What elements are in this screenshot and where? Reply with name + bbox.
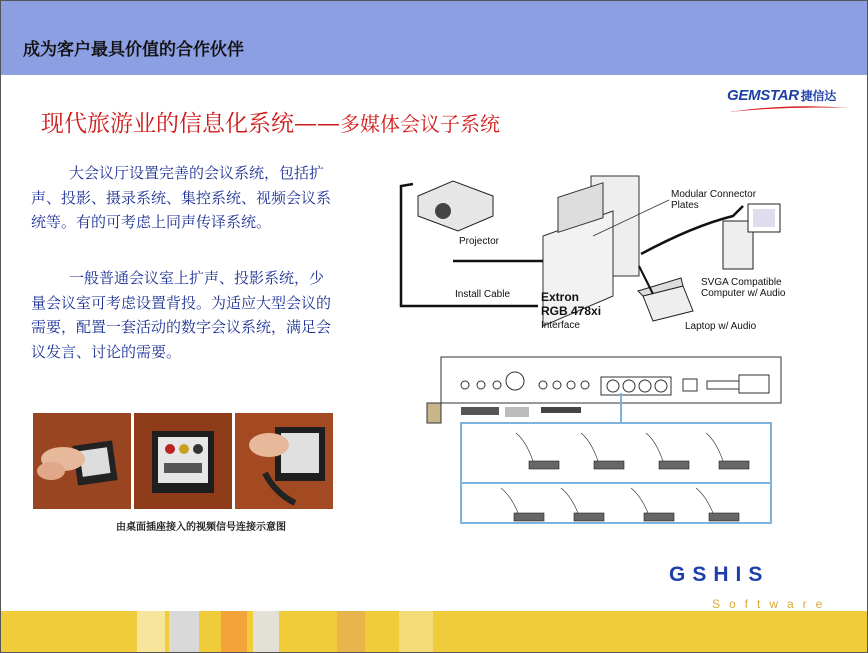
gemstar-logo bbox=[727, 83, 855, 117]
gshis-brand: GSHIS bbox=[669, 563, 770, 586]
logo-swoosh-icon bbox=[729, 105, 849, 113]
svg-text:Install Cable: Install Cable bbox=[455, 289, 511, 300]
microphone-icon bbox=[646, 433, 689, 469]
svg-text:Laptop w/ Audio: Laptop w/ Audio bbox=[685, 321, 757, 332]
conference-system-diagram bbox=[421, 353, 791, 538]
paragraph-1: 大会议厅设置完善的会议系统，包括扩声、投影、摄录系统、集控系统、视频会议系统等。有的可考虑上同声传译系统。 bbox=[31, 164, 332, 231]
footer-band bbox=[1, 611, 867, 652]
microphone-icon bbox=[561, 488, 604, 521]
microphone-icon bbox=[581, 433, 624, 469]
photo-caption: 由桌面插座接入的视频信号连接示意图 bbox=[116, 522, 286, 533]
footer-tile bbox=[169, 611, 199, 652]
svg-text:SVGA Compatible: SVGA Compatible bbox=[701, 277, 782, 288]
photo-strip bbox=[33, 413, 333, 509]
software-tagline: Software bbox=[712, 597, 832, 611]
svg-text:Modular Connector: Modular Connector bbox=[671, 189, 757, 200]
svg-text:Interface: Interface bbox=[541, 320, 580, 331]
microphone-icon bbox=[501, 488, 544, 521]
main-title: 现代旅游业的信息化系统——多媒体会议子系统 bbox=[41, 111, 500, 137]
svg-text:RGB 478xi: RGB 478xi bbox=[541, 304, 602, 318]
footer-tile bbox=[337, 611, 365, 652]
svg-text:Plates: Plates bbox=[671, 200, 699, 211]
microphone-icon bbox=[516, 433, 559, 469]
projector-icon bbox=[418, 181, 493, 231]
laptop-icon bbox=[638, 278, 693, 321]
footer-tile bbox=[253, 611, 279, 652]
photo-desk-socket-2 bbox=[134, 413, 232, 509]
header-title: 成为客户最具价值的合作伙伴 bbox=[23, 40, 244, 60]
paragraph-2: 一般普通会议室上扩声、投影系统，少量会议室可考虑设置背投。为适应大型会议的需要，配置一套活动的数字会议系统，满足会议发言、讨论的需要。 bbox=[31, 269, 332, 361]
computer-icon bbox=[723, 204, 780, 269]
logo-brand: GEMSTAR 捷信达 bbox=[727, 87, 836, 104]
svg-text:Projector: Projector bbox=[459, 236, 500, 247]
header-band bbox=[1, 1, 867, 75]
footer-tile bbox=[399, 611, 433, 652]
footer-tile bbox=[221, 611, 247, 652]
svg-text:Extron: Extron bbox=[541, 290, 580, 304]
footer-tile bbox=[137, 611, 165, 652]
microphone-icon bbox=[696, 488, 739, 521]
microphone-icon bbox=[706, 433, 749, 469]
microphone-icon bbox=[631, 488, 674, 521]
photo-desk-socket-1 bbox=[33, 413, 131, 509]
photo-desk-socket-3 bbox=[235, 413, 333, 509]
extron-connection-diagram bbox=[393, 166, 833, 341]
svg-text:Computer w/ Audio: Computer w/ Audio bbox=[701, 288, 786, 299]
